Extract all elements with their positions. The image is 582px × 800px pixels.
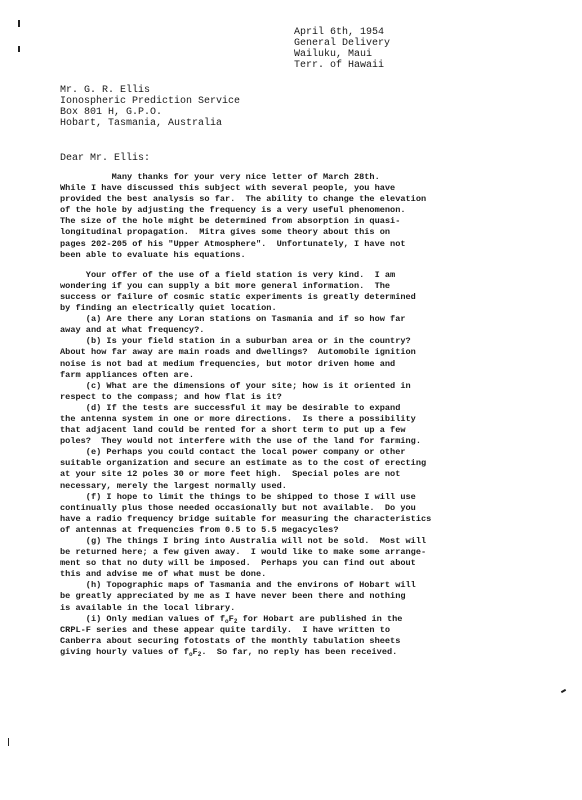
text-line: Many thanks for your very nice letter of March 28th. xyxy=(60,172,380,182)
text-line: have a radio frequency bridge suitable for measuring the characteristics xyxy=(60,513,432,524)
recipient-line: Hobart, Tasmania, Australia xyxy=(60,118,223,129)
margin-mark xyxy=(8,738,9,746)
text-line: noise is not bad at medium frequencies, but motor driven home and xyxy=(60,358,396,369)
text-line: of the hole by adjusting the frequency is a very useful phenomenon. xyxy=(60,205,406,216)
sender-line: General Delivery xyxy=(294,38,391,49)
text-line: giving hourly values of $f_oF_2$. So far, no reply has been received. xyxy=(60,646,398,658)
text-line: of antennas at frequencies from 0.5 to 5.5 megacycles? xyxy=(60,524,339,535)
item-h xyxy=(60,580,532,613)
item-f xyxy=(60,492,532,536)
text-line: away and at what frequency?. xyxy=(60,325,205,336)
text-line: by finding an electrically quiet location. xyxy=(60,303,277,314)
text-line: the antenna system in one or more directions. Is there a possibility xyxy=(60,413,416,424)
text-line: The size of the hole might be determined from absorption in quasi- xyxy=(60,216,401,227)
text-line: respect to the compass; and how flat is it? xyxy=(60,391,282,402)
text-line: longitudinal propagation. Mitra gives some theory about this on xyxy=(60,227,391,238)
text-line: (h) Topographic maps of Tasmania and the environs of Hobart will xyxy=(60,580,416,591)
text-line: this and advise me of what must be done. xyxy=(60,569,267,580)
text-line: ment so that no duty will be imposed. Perhaps you can find out about xyxy=(60,558,416,569)
text-line: (b) Is your field station in a suburban area or in the country? xyxy=(60,336,411,347)
salutation: Dear Mr. Ellis: xyxy=(60,153,151,164)
text-line: (d) If the tests are successful it may be desirable to expand xyxy=(60,402,401,413)
recipient-line: Ionospheric Prediction Service xyxy=(60,96,241,107)
margin-mark xyxy=(18,20,20,27)
paragraph-1 xyxy=(60,172,532,261)
text-line: been able to evaluate his equations. xyxy=(60,249,246,260)
text-line: is available in the local library. xyxy=(60,602,236,613)
item-d xyxy=(60,403,532,447)
text-line: While I have discussed this subject with several people, you have xyxy=(60,183,396,194)
letter-body xyxy=(60,172,532,658)
text-line: poles? They would not interfere with the use of the land for farming. xyxy=(60,436,421,447)
text-line: (g) The things I bring into Australia will not be sold. Most will xyxy=(60,536,427,546)
item-b xyxy=(60,336,532,380)
text-line: (i) Only median values of $f_oF_2$ for Hobart are published in the xyxy=(60,613,403,625)
item-g xyxy=(60,536,532,580)
text-line: CRPL-F series and these appear quite tardily. I have written to xyxy=(60,624,391,635)
text-line: farm appliances often are. xyxy=(60,369,195,380)
item-i xyxy=(60,614,532,658)
text-line: About how far away are main roads and dwellings? Automobile ignition xyxy=(60,347,416,358)
text-line: Canberra about securing fotostats of the monthly tabulation sheets xyxy=(60,635,401,646)
item-a xyxy=(60,314,532,336)
text-line: be greatly appreciated by me as I have never been there and nothing xyxy=(60,591,406,602)
text-line: success or failure of cosmic static experiments is greatly determined xyxy=(60,291,416,302)
text-line: at your site 12 poles 30 or more feet high. Special poles are not xyxy=(60,469,401,480)
recipient-address xyxy=(60,85,240,129)
text-line: Your offer of the use of a field station is very kind. I am xyxy=(60,269,396,280)
text-line: suitable organization and secure an estimate as to the cost of erecting xyxy=(60,458,427,469)
text-line: (e) Perhaps you could contact the local power company or other xyxy=(60,447,406,458)
text-line: continually plus those needed occasionally but not available. Do you xyxy=(60,502,416,513)
item-e xyxy=(60,447,532,491)
paragraph-2 xyxy=(60,270,532,314)
sender-line: Wailuku, Maui xyxy=(294,49,373,60)
text-line: be returned here; a few given away. I would like to make some arrange- xyxy=(60,547,427,558)
text-line: pages 202-205 of his "Upper Atmosphere". Unfortunately, I have not xyxy=(60,238,406,249)
sender-address xyxy=(294,27,390,71)
text-line: provided the best analysis so far. The ability to change the elevation xyxy=(60,194,427,205)
recipient-line: Box 801 H, G.P.O. xyxy=(60,107,163,118)
margin-mark xyxy=(18,46,20,52)
sender-date: April 6th, 1954 xyxy=(294,27,385,38)
text-line: necessary, merely the largest normally used. xyxy=(60,480,287,491)
text-line: (f) I hope to limit the things to be shipped to those I will use xyxy=(60,491,416,502)
item-c xyxy=(60,381,532,403)
sender-line: Terr. of Hawaii xyxy=(294,60,385,71)
text-line: wondering if you can supply a bit more general information. The xyxy=(60,280,391,291)
text-line: (a) Are there any Loran stations on Tasmania and if so how far xyxy=(60,314,406,325)
margin-mark xyxy=(561,689,566,693)
recipient-name: Mr. G. R. Ellis xyxy=(60,85,151,96)
text-line: (c) What are the dimensions of your site; how is it oriented in xyxy=(60,380,411,391)
text-line: that adjacent land could be rented for a short term to put up a few xyxy=(60,425,406,436)
